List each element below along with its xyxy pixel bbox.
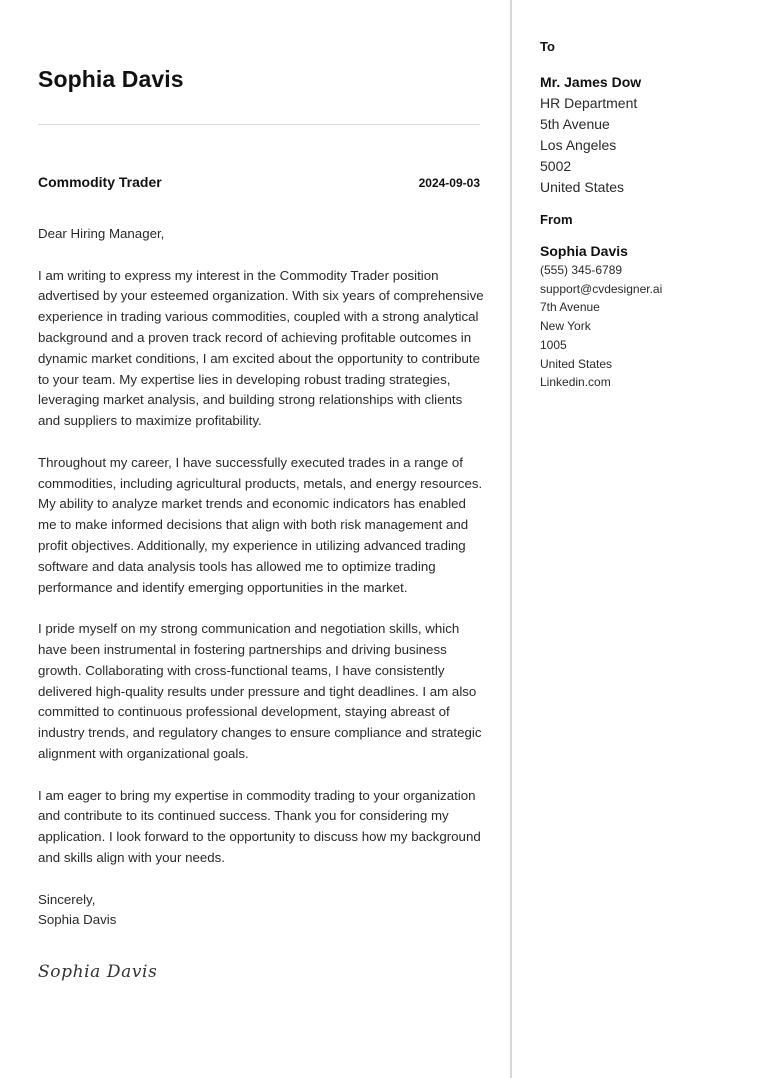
recipient-block [540, 39, 641, 198]
sender-phone: (555) 345-6789 [540, 263, 623, 277]
header-divider [38, 124, 480, 125]
recipient-department: HR Department [540, 95, 638, 111]
paragraph-4: I am eager to bring my expertise in commodity trading to your organization and contribute to its continued success. Thank you for considering my application. I look forward to the opportunity to discuss how my background and skills align with your needs. [38, 787, 481, 865]
sender-email: support@cvdesigner.ai [540, 281, 663, 296]
letter-body [38, 224, 484, 931]
recipient-name: Mr. James Dow [540, 74, 642, 90]
job-title: Commodity Trader [38, 174, 162, 190]
sender-zip: 1005 [540, 337, 567, 352]
paragraph-1: I am writing to express my interest in the Commodity Trader position advertised by your esteemed organization. With six years of comprehensive experience in trading various commodities, coupled with a strong analytical background and a proven track record of achieving profitable outcomes in dynamic market conditions, I am excited about the opportunity to contribute to your team. My expertise lies in developing robust trading strategies, leveraging market analysis, and building strong relationships with clients and suppliers to maximize profitability. [38, 267, 484, 429]
recipient-zip: 5002 [540, 158, 572, 174]
sender-name-heading: Sophia Davis [38, 66, 184, 92]
role-date-row [38, 174, 480, 190]
from-heading: From [540, 212, 573, 227]
sender-block [540, 212, 662, 392]
recipient-country: United States [540, 179, 625, 195]
handwritten-signature: Sophia Davis [38, 962, 158, 982]
greeting: Dear Hiring Manager, [38, 226, 165, 241]
sender-city: New York [540, 319, 591, 334]
paragraph-3: I pride myself on my strong communication and negotiation skills, which have been instrumental in fostering partnerships and driving business growth. Collaborating with cross-functional teams, I have consistently delivered high-quality results under pressure and tight deadlines. I am also committed to continuous professional development, staying abreast of industry trends, and regulatory changes to ensure compliance and strategic alignment with organizational goals. [38, 621, 482, 761]
closing-name: Sophia Davis [38, 912, 117, 928]
recipient-city: Los Angeles [540, 137, 617, 153]
letter-date: 2024-09-03 [418, 176, 480, 190]
column-divider [510, 0, 512, 1078]
sender-website: Linkedin.com [540, 375, 611, 390]
recipient-street: 5th Avenue [540, 116, 610, 132]
paragraph-2: Throughout my career, I have successfully executed trades in a range of commodities, including agricultural products, metals, and energy resources. My ability to analyze market trends and economic indicators has enabled me to make informed decisions that align with both risk management and profit objectives. Additionally, my experience in utilizing advanced trading software and data analysis tools has allowed me to optimize trading performance and identify emerging opportunities in the market. [38, 454, 483, 595]
sender-name: Sophia Davis [540, 243, 628, 259]
closing: Sincerely, [38, 891, 96, 907]
to-heading: To [540, 39, 555, 54]
sender-country: United States [540, 356, 613, 371]
sender-street: 7th Avenue [540, 300, 600, 315]
